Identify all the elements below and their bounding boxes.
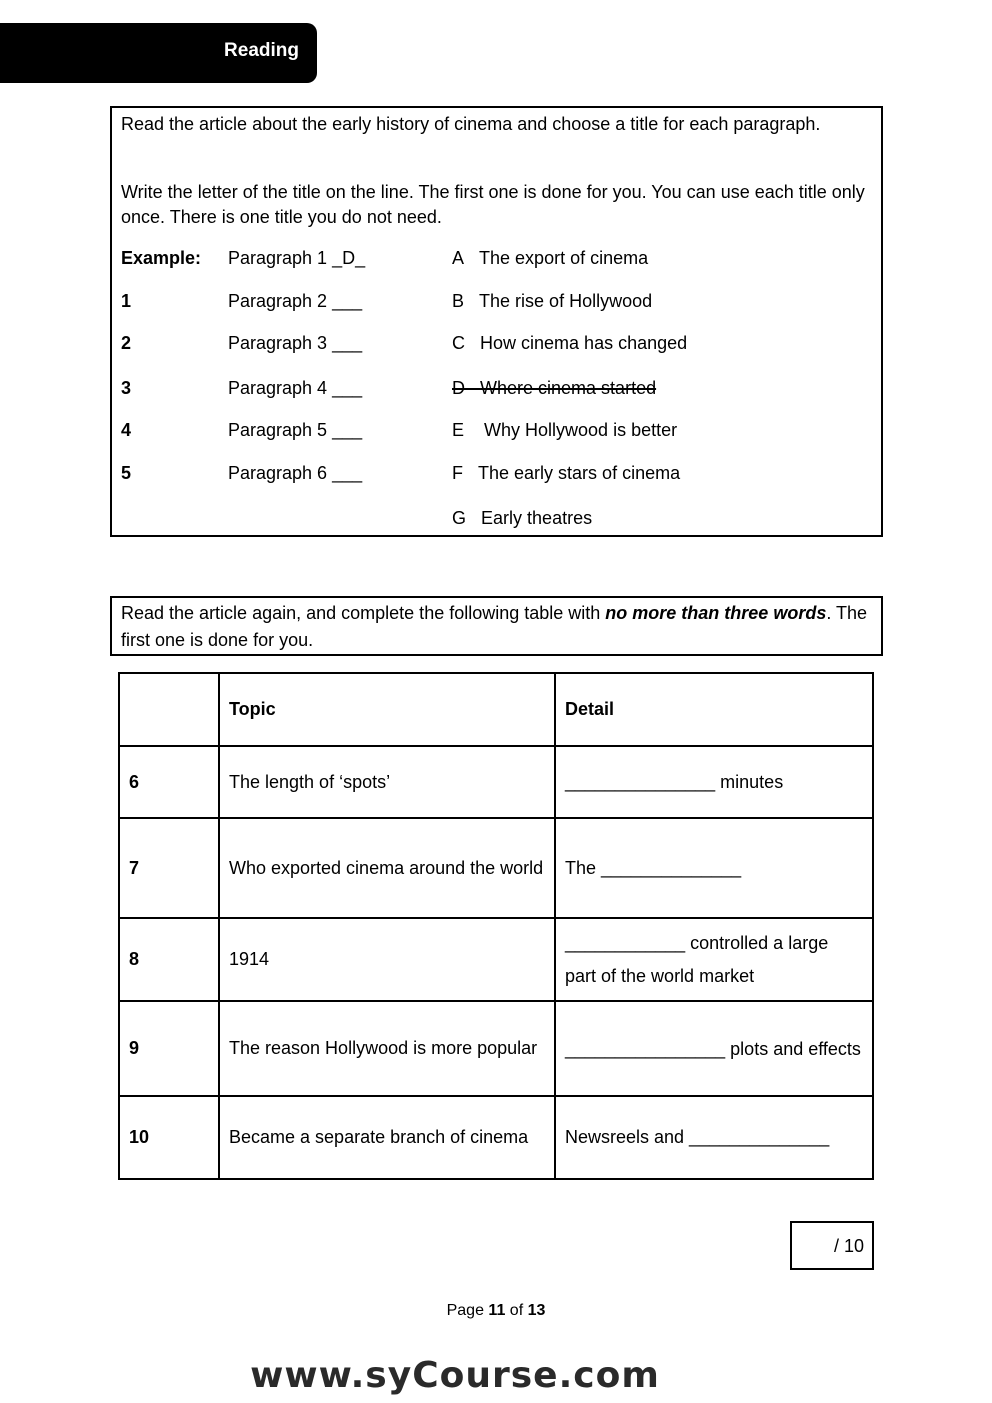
paragraph-answer[interactable]: Paragraph 5 ___	[228, 420, 363, 440]
table-header-row	[119, 673, 873, 746]
row-number: Example:	[121, 248, 202, 268]
part2-instructions-box	[110, 596, 883, 656]
row-number: 8	[119, 918, 219, 1001]
row-number: 2	[121, 333, 132, 353]
score-box	[790, 1221, 874, 1270]
header-detail: Detail	[555, 673, 873, 746]
table-row	[119, 746, 873, 818]
row-number: 6	[119, 746, 219, 818]
paragraph-answer[interactable]: Paragraph 1 _D_	[228, 248, 366, 268]
row-number: 7	[119, 818, 219, 918]
detail-cell[interactable]: _______________ minutes	[555, 746, 873, 818]
detail-cell[interactable]: Newsreels and ______________	[555, 1096, 873, 1179]
title-option-d-crossed: D Where cinema started	[452, 378, 657, 398]
section-title: Reading	[224, 40, 299, 61]
title-option-a: A The export of cinema	[452, 248, 649, 268]
paragraph-answer[interactable]: Paragraph 4 ___	[228, 378, 363, 398]
page-number: Page 11 of 13	[446, 1302, 546, 1319]
row-number: 3	[121, 378, 132, 398]
part2-instruction: Read the article again, and complete the following table with no more than three words. The first one is done for you.	[121, 603, 868, 650]
paragraph-answer[interactable]: Paragraph 3 ___	[228, 333, 363, 353]
table-row	[119, 918, 873, 1001]
table-row	[119, 818, 873, 918]
title-option-f: F The early stars of cinema	[452, 463, 681, 483]
answer-table	[118, 672, 874, 1180]
part1-box	[110, 106, 883, 537]
title-option-c: C How cinema has changed	[452, 333, 688, 353]
instruction-1: Read the article about the early history of cinema and choose a title for each paragraph.	[121, 114, 821, 134]
row-number: 5	[121, 463, 132, 483]
title-option-g: G Early theatres	[452, 508, 593, 528]
topic-cell: 1914	[219, 918, 555, 1001]
table-row	[119, 1001, 873, 1096]
title-option-e: E Why Hollywood is better	[452, 420, 678, 440]
detail-cell[interactable]: The ______________	[555, 818, 873, 918]
row-number: 1	[121, 291, 132, 311]
detail-cell[interactable]: ____________ controlled a large part of the world market	[555, 918, 873, 1001]
topic-cell: Who exported cinema around the world	[219, 818, 555, 918]
paragraph-answer[interactable]: Paragraph 6 ___	[228, 463, 363, 483]
score-total: / 10	[833, 1236, 864, 1256]
header-cell	[119, 673, 219, 746]
detail-cell[interactable]: ________________ plots and effects	[555, 1001, 873, 1096]
topic-cell: The reason Hollywood is more popular	[219, 1001, 555, 1096]
table-row	[119, 1096, 873, 1179]
title-option-b: B The rise of Hollywood	[452, 291, 653, 311]
topic-cell: Became a separate branch of cinema	[219, 1096, 555, 1179]
watermark-logo: www.syCourse.com	[250, 1355, 660, 1396]
row-number: 9	[119, 1001, 219, 1096]
header-topic: Topic	[219, 673, 555, 746]
row-number: 4	[121, 420, 132, 440]
paragraph-answer[interactable]: Paragraph 2 ___	[228, 291, 363, 311]
topic-cell: The length of ‘spots’	[219, 746, 555, 818]
row-number: 10	[119, 1096, 219, 1179]
section-tab	[0, 23, 317, 83]
instruction-2: Write the letter of the title on the line. The first one is done for you. You can use each title only once. There is one title you do not need.	[121, 182, 865, 227]
